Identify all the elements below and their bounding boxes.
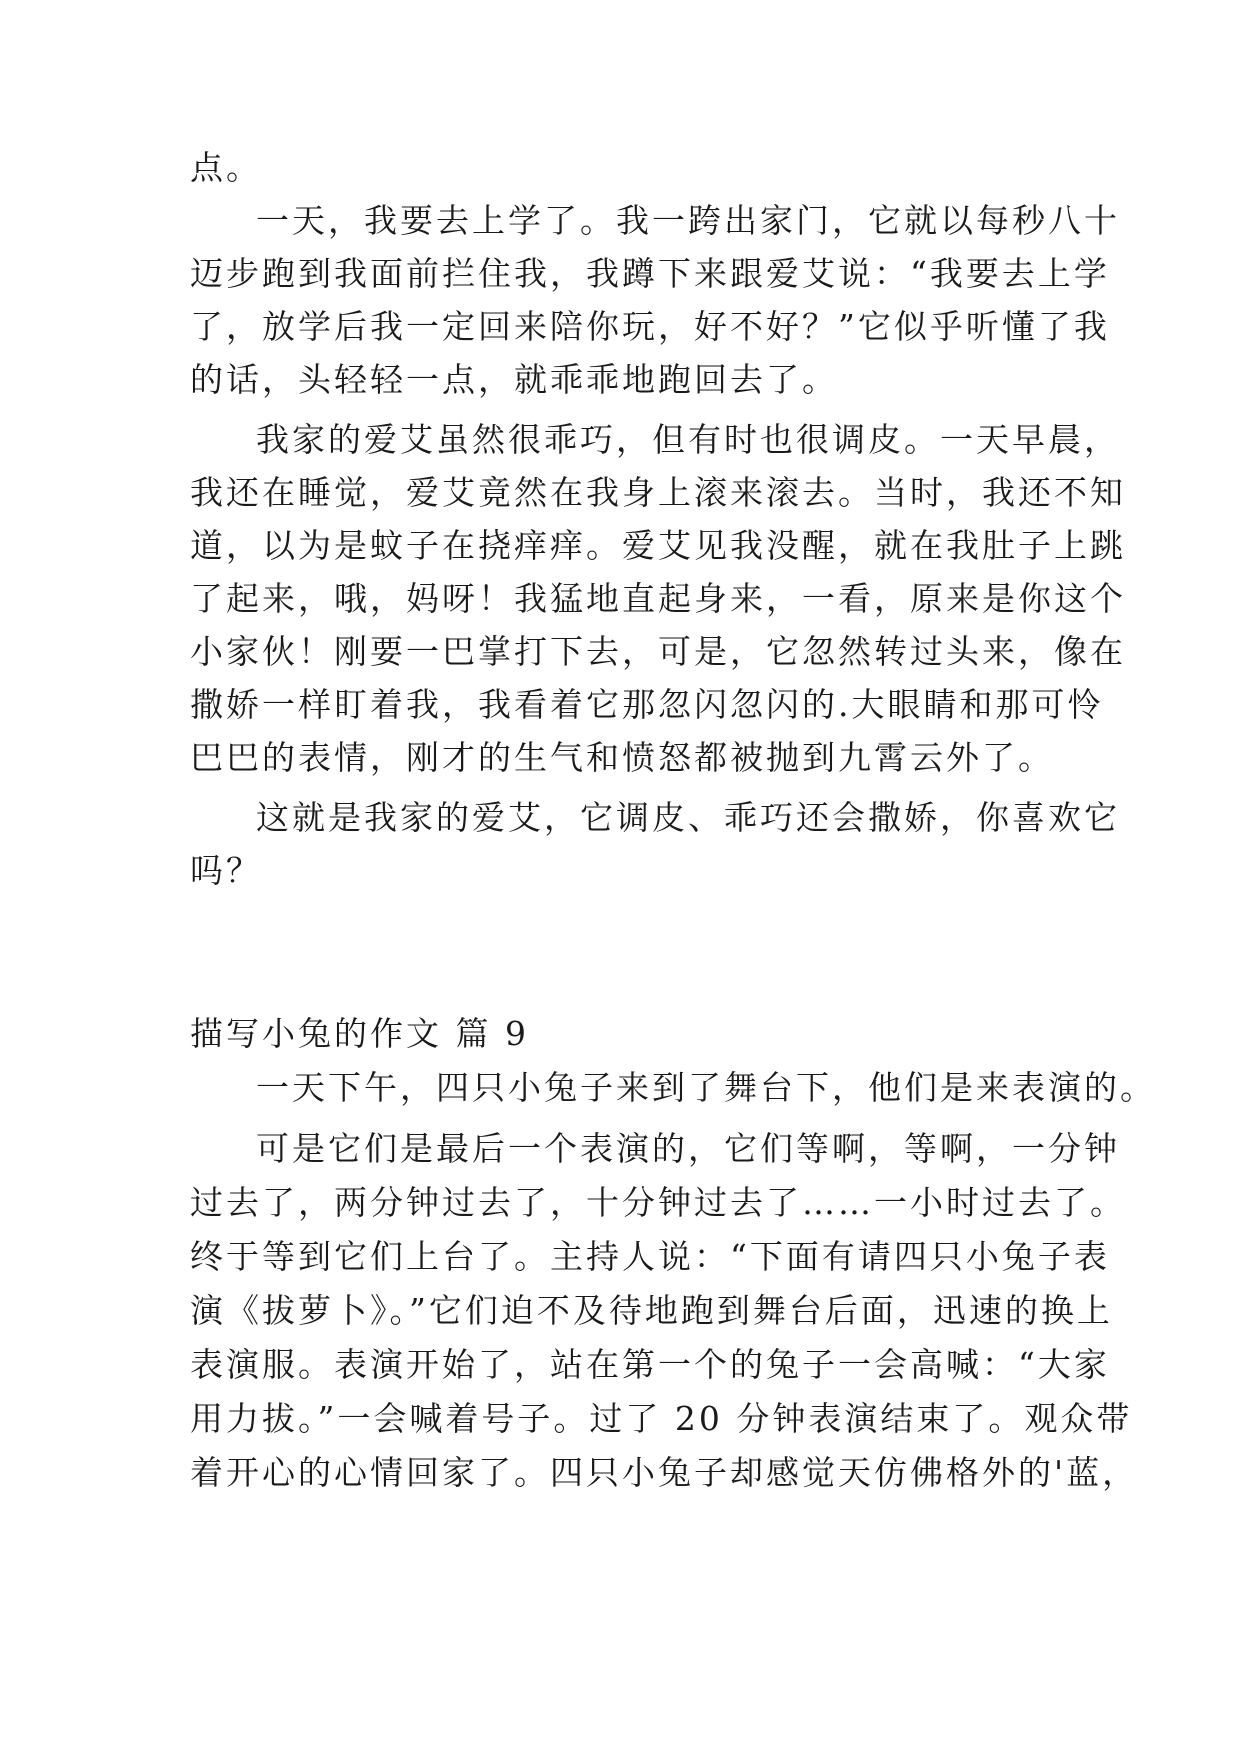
text-line: 了起来，哦，妈呀！我猛地直起身来，一看，原来是你这个 — [190, 579, 1126, 618]
text-line: 表演服。表演开始了，站在第一个的兔子一会高喊：“大家 — [190, 1345, 1110, 1384]
paragraph-start-line: 这就是我家的爱艾，它调皮、乖巧还会撒娇，你喜欢它 — [256, 798, 1120, 837]
text-line: 着开心的心情回家了。四只小兔子却感觉天仿佛格外的'蓝， — [190, 1453, 1139, 1492]
section-heading: 描写小兔的作文 篇 9 — [190, 1014, 529, 1053]
text-line: 巴巴的表情，刚才的生气和愤怒都被抛到九霄云外了。 — [190, 738, 1054, 777]
text-line: 了，放学后我一定回来陪你玩，好不好？”它似乎听懂了我 — [190, 307, 1110, 346]
text-line: 过去了，两分钟过去了，十分钟过去了……一小时过去了。 — [190, 1183, 1126, 1222]
text-line: 演《拔萝卜》。”它们迫不及待地跑到舞台后面，迅速的换上 — [190, 1291, 1113, 1330]
text-line: 吗？ — [190, 851, 262, 890]
paragraph-start-line: 我家的爱艾虽然很乖巧，但有时也很调皮。一天早晨， — [256, 420, 1120, 459]
paragraph-start-line: 一天，我要去上学了。我一跨出家门，它就以每秒八十 — [256, 201, 1120, 240]
text-line: 我还在睡觉，爱艾竟然在我身上滚来滚去。当时，我还不知 — [190, 473, 1126, 512]
text-line: 撒娇一样盯着我，我看着它那忽闪忽闪的.大眼睛和那可怜 — [190, 685, 1104, 724]
text-line: 迈步跑到我面前拦住我，我蹲下来跟爱艾说：“我要去上学 — [190, 254, 1110, 293]
text-line: 小家伙！刚要一巴掌打下去，可是，它忽然转过头来，像在 — [190, 632, 1126, 671]
text-line: 终于等到它们上台了。主持人说：“下面有请四只小兔子表 — [190, 1237, 1110, 1276]
text-line: 点。 — [190, 148, 262, 187]
paragraph-start-line: 可是它们是最后一个表演的，它们等啊，等啊，一分钟 — [256, 1129, 1120, 1168]
text-line: 的话，头轻轻一点，就乖乖地跑回去了。 — [190, 360, 838, 399]
text-line: 用力拔。”一会喊着号子。过了 20 分钟表演结束了。观众带 — [190, 1399, 1133, 1438]
text-line: 道，以为是蚊子在挠痒痒。爱艾见我没醒，就在我肚子上跳 — [190, 526, 1126, 565]
paragraph-start-line: 一天下午，四只小兔子来到了舞台下，他们是来表演的。 — [256, 1068, 1156, 1107]
